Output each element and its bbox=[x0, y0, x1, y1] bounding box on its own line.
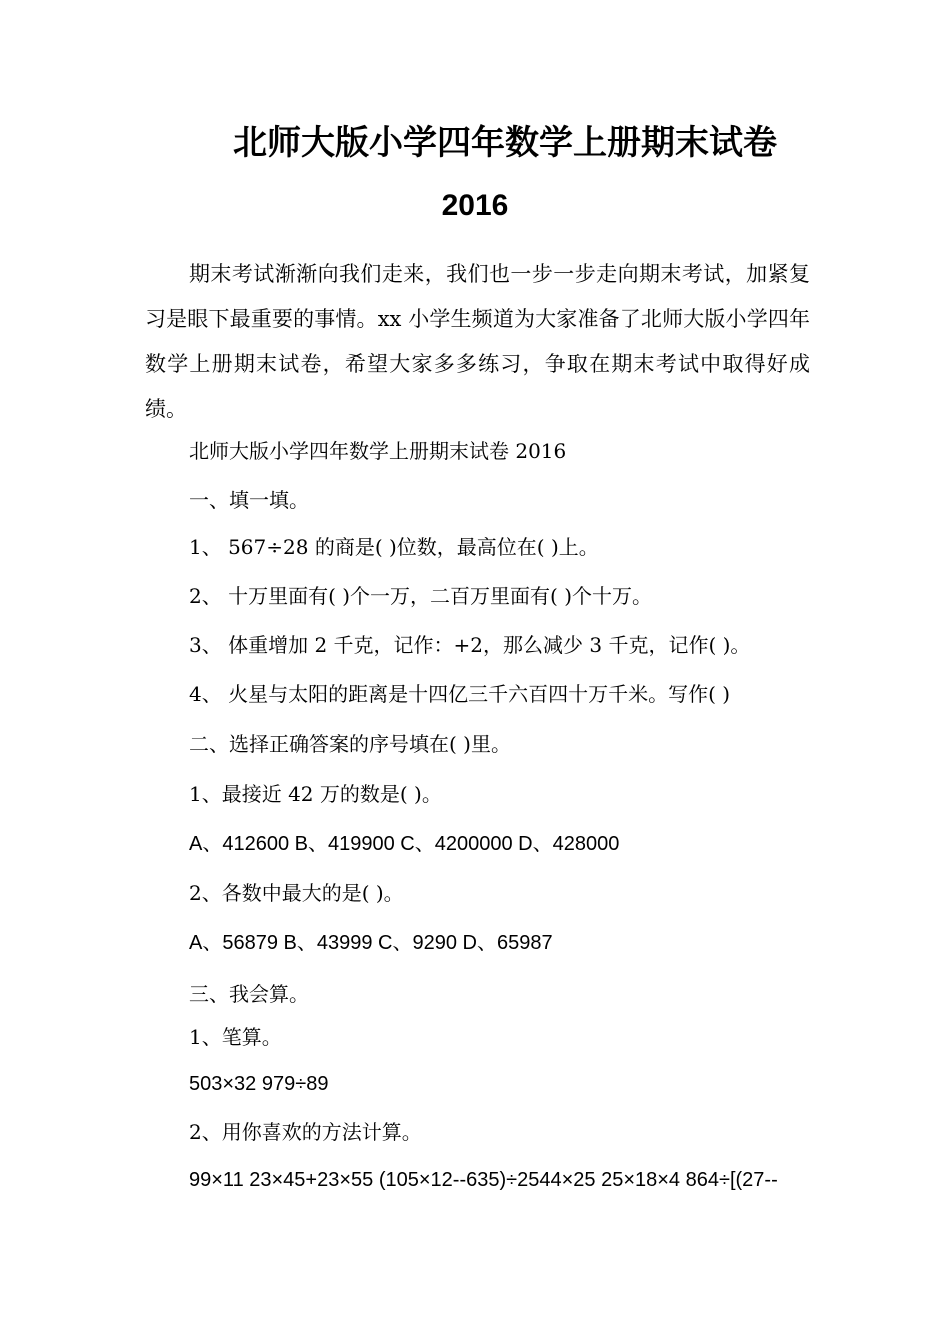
question-3-1-expressions: 503×32 979÷89 bbox=[189, 1073, 329, 1095]
question-1-4: 4、 火星与太阳的距离是十四亿三千六百四十万千米。写作( ) bbox=[189, 682, 731, 706]
section-one-heading: 一、填一填。 bbox=[189, 488, 309, 512]
section-three-heading: 三、我会算。 bbox=[189, 982, 309, 1006]
question-1-1: 1、 567÷28 的商是( )位数，最高位在( )上。 bbox=[189, 535, 599, 559]
section-heading-repeat: 北师大版小学四年数学上册期末试卷 2016 bbox=[189, 439, 567, 463]
question-1-2: 2、 十万里面有( )个一万，二百万里面有( )个十万。 bbox=[189, 584, 653, 608]
question-2-2: 2、各数中最大的是( )。 bbox=[189, 881, 404, 905]
question-2-2-options: A、56879 B、43999 C、9290 D、65987 bbox=[189, 932, 553, 954]
question-2-1-options: A、412600 B、419900 C、4200000 D、428000 bbox=[189, 833, 620, 855]
document-title-year: 2016 bbox=[441, 189, 509, 222]
question-3-1: 1、笔算。 bbox=[189, 1025, 282, 1049]
section-two-heading: 二、选择正确答案的序号填在( )里。 bbox=[189, 732, 511, 756]
document-title: 北师大版小学四年数学上册期末试卷 bbox=[233, 123, 777, 163]
intro-paragraph: 期末考试渐渐向我们走来，我们也一步一步走向期末考试，加紧复习是眼下最重要的事情。xx 小学生频道为大家准备了北师大版小学四年数学上册期末试卷，希望大家多多练习，争取在期末考试中取得好成绩。 bbox=[145, 262, 810, 421]
question-1-3: 3、 体重增加 2 千克，记作：+2，那么减少 3 千克，记作( )。 bbox=[189, 633, 751, 657]
question-3-2: 2、用你喜欢的方法计算。 bbox=[189, 1120, 422, 1144]
question-3-2-expressions: 99×11 23×45+23×55 (105×12--635)÷2544×25 25×18×4 864÷[(27-- bbox=[189, 1169, 778, 1191]
question-2-1: 1、最接近 42 万的数是( )。 bbox=[189, 782, 442, 806]
